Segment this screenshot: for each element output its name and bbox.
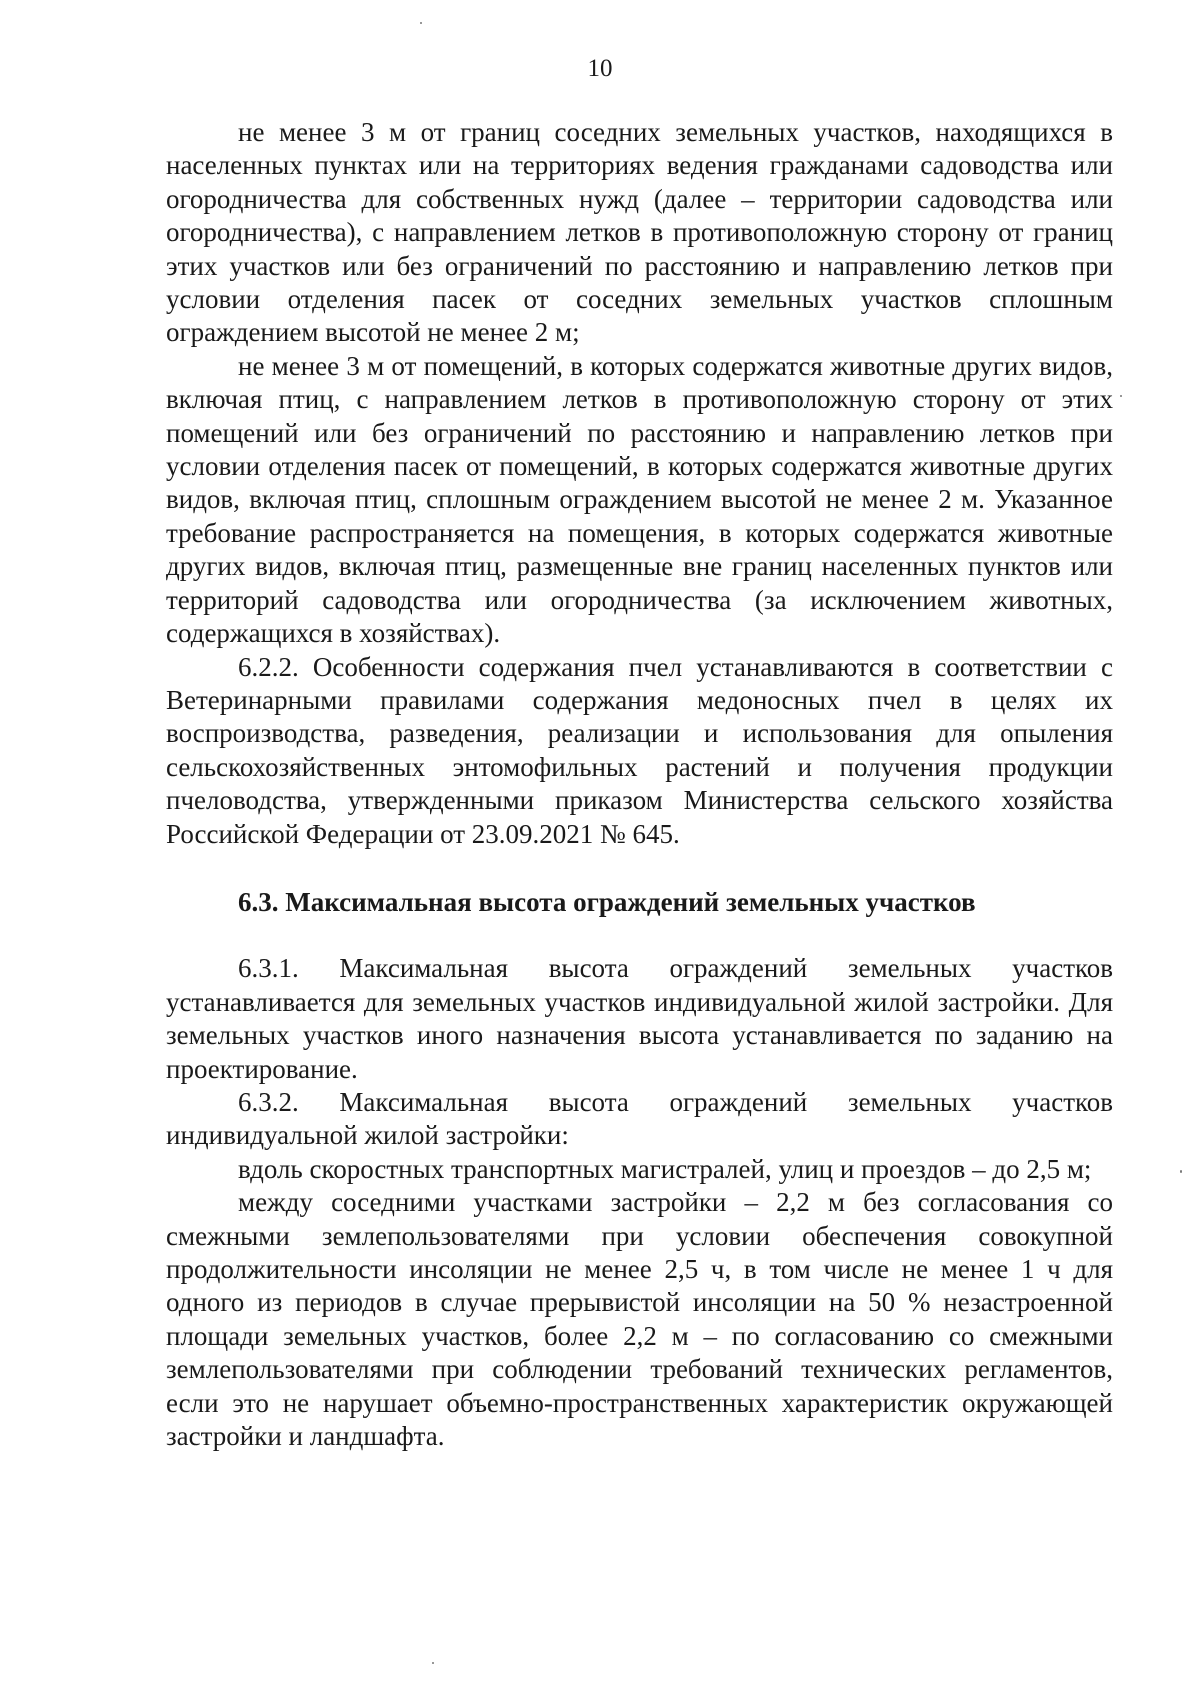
- paragraph-between-plots: между соседними участками застройки – 2,2 м без согласования со смежными землепользователями при условии обеспечения совокупной продолжительности инсоляции не менее 2,5 ч, в том числе не менее 1 ч для одного из периодов в случае прерывистой инсоляции на 50 % незастроенной площади земельных участков, более 2,2 м – по согласованию со смежными землепользователями при соблюдении требований технических регламентов, если это не нарушает объемно-пространственных характеристик окружающей застройки и ландшафта.: [166, 1187, 1113, 1452]
- scan-speck: [1120, 395, 1122, 397]
- paragraph-apiary-distance-premises: не менее 3 м от помещений, в которых содержатся животные других видов, включая птиц, с направлением летков в противоположную сторону от этих помещений или без ограничений по расстоянию и направлению летков при условии отделения пасек от помещений, в которых содержатся животные других видов, включая птиц, сплошным ограждением высотой не менее 2 м. Указанное требование распространяется на помещения, в которых содержатся животные других видов, включая птиц, размещенные вне границ населенных пунктов или территорий садоводства или огородничества (за исключением животных, содержащихся в хозяйствах).: [166, 350, 1113, 649]
- document-body: [166, 116, 1113, 1453]
- page-number: 10: [587, 55, 613, 82]
- paragraph-apiary-distance-neighbors: не менее 3 м от границ соседних земельных участков, находящихся в населенных пунктах или на территориях ведения гражданами садоводства или огородничества для собственных нужд (далее – территории садоводства или огородничества), с направлением летков в противоположную сторону от границ этих участков или без ограничений по расстоянию и направлению летков при условии отделения пасек от соседних земельных участков сплошным ограждением высотой не менее 2 м;: [166, 117, 1113, 348]
- scan-speck: [1180, 1170, 1182, 1173]
- paragraph-along-roads: вдоль скоростных транспортных магистралей, улиц и проездов – до 2,5 м;: [238, 1153, 1092, 1184]
- scan-speck: [432, 1662, 434, 1664]
- paragraph-6-3-1: 6.3.1. Максимальная высота ограждений земельных участков устанавливается для земельных участков индивидуальной жилой застройки. Для земельных участков иного назначения высота устанавливается по заданию на проектирование.: [166, 953, 1113, 1084]
- section-heading-6-3: 6.3. Максимальная высота ограждений земельных участков: [238, 886, 976, 917]
- paragraph-6-2-2: 6.2.2. Особенности содержания пчел устанавливаются в соответствии с Ветеринарными правилами содержания медоносных пчел в целях их воспроизводства, разведения, реализации и использования для опыления сельскохозяйственных энтомофильных растений и получения продукции пчеловодства, утвержденными приказом Министерства сельского хозяйства Российской Федерации от 23.09.2021 № 645.: [166, 651, 1113, 849]
- scan-speck: [420, 22, 422, 24]
- paragraph-6-3-2: 6.3.2. Максимальная высота ограждений земельных участков индивидуальной жилой застройки:: [166, 1086, 1113, 1151]
